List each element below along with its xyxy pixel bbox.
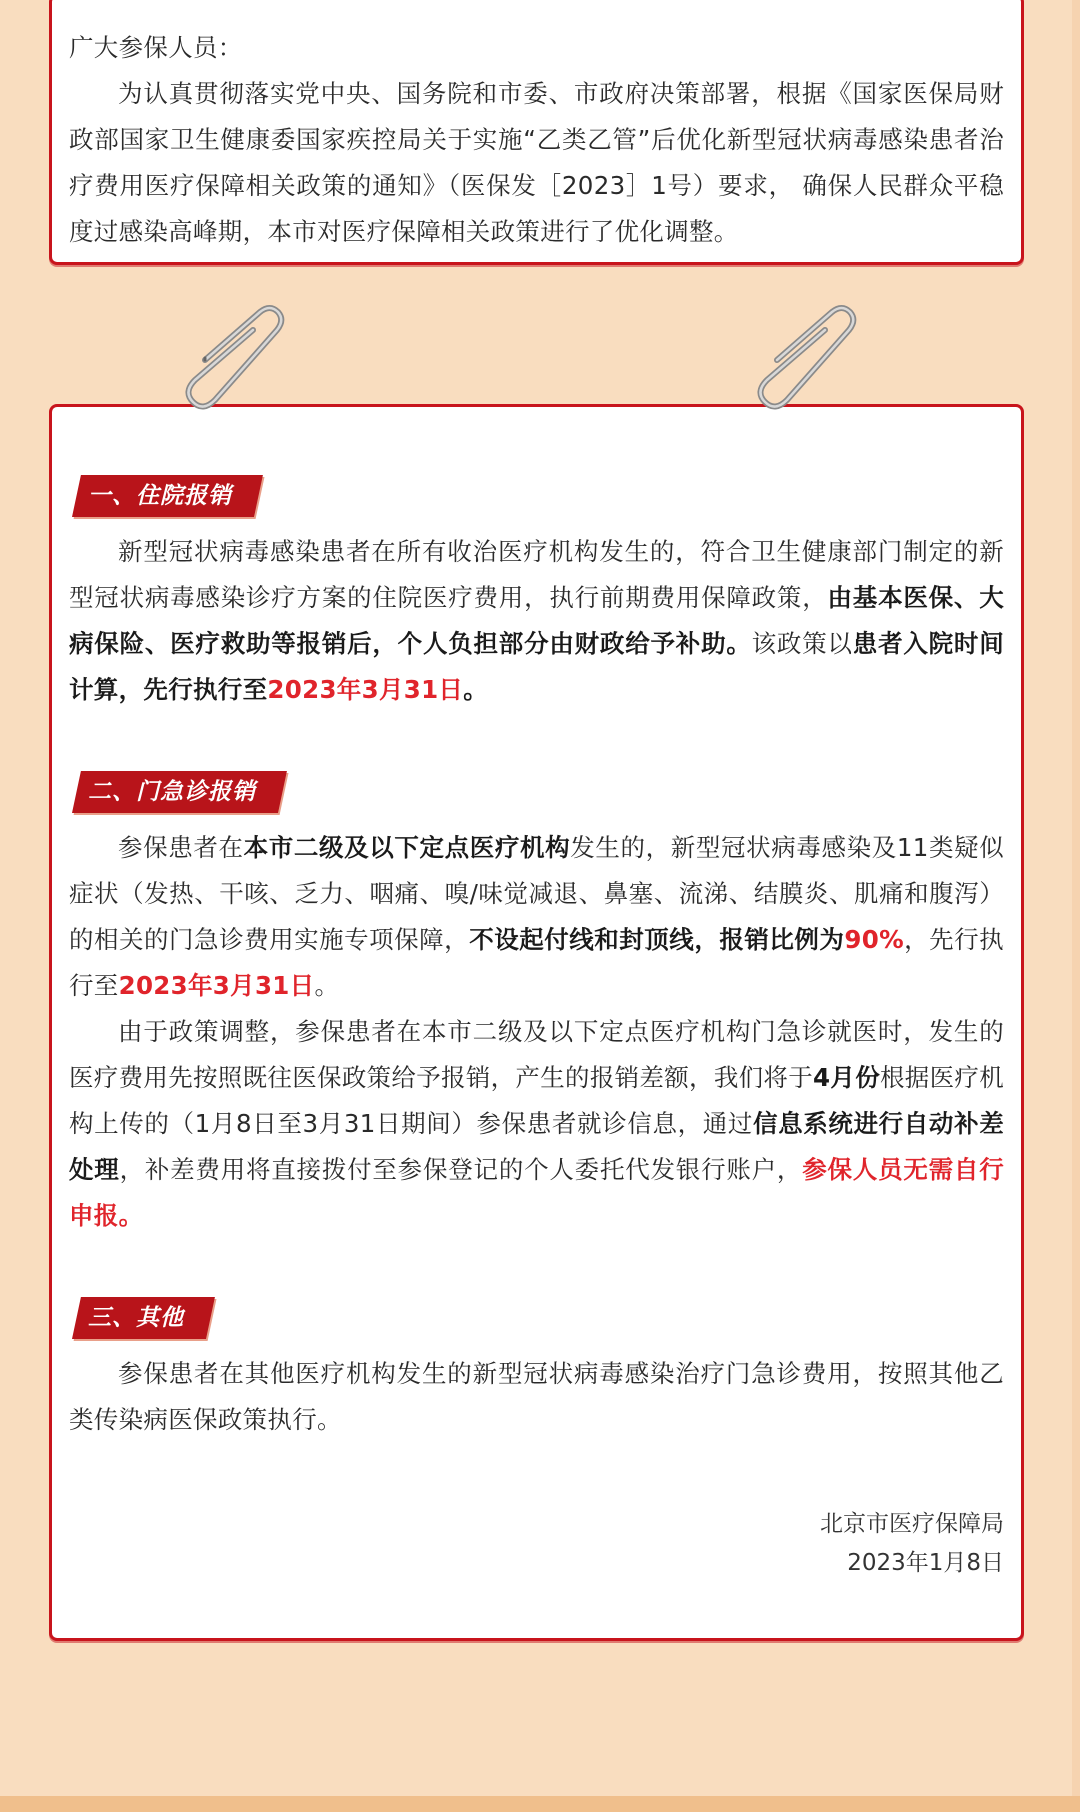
- section-header-inpatient: [72, 475, 254, 517]
- deadline-date: 2023年3月31日: [118, 971, 315, 1000]
- greeting: 广大参保人员：: [69, 33, 243, 62]
- reimbursement-rate: 90%: [844, 925, 904, 954]
- other-paragraph: 参保患者在其他医疗机构发生的新型冠状病毒感染治疗门急诊费用，按照其他乙类传染病医保政策执行。: [69, 1359, 1004, 1434]
- section-title: 二、门急诊报销: [88, 779, 256, 805]
- paperclip-icon: [175, 300, 315, 430]
- outpatient-paragraph-1: 参保患者在本市二级及以下定点医疗机构发生的，新型冠状病毒感染及11类疑似症状（发热、干咳、乏力、咽痛、嗅/味觉减退、鼻塞、流涕、结膜炎、肌痛和腹泻）的相关的门急诊费用实施专项保障，不设起付线和封顶线，报销比例为90%，先行执行至2023年3月31日。: [69, 833, 1005, 1000]
- policy-card: [49, 404, 1024, 1641]
- intro-card: [49, 0, 1024, 265]
- deadline-date: 2023年3月31日: [267, 675, 464, 704]
- paperclip-icon: [747, 300, 887, 430]
- page-edge: [1072, 0, 1080, 1812]
- intro-paragraph: 为认真贯彻落实党中央、国务院和市委、市政府决策部署，根据《国家医保局财政部国家卫生健康委国家疾控局关于实施“乙类乙管”后优化新型冠状病毒感染患者治疗费用医疗保障相关政策的通知》（医保发［2023］1号）要求， 确保人民群众平稳度过感染高峰期，本市对医疗保障相关政策进行了优化调整。: [69, 79, 1004, 246]
- outpatient-paragraph-2: 由于政策调整，参保患者在本市二级及以下定点医疗机构门急诊就医时，发生的医疗费用先按照既往医保政策给予报销，产生的报销差额，我们将于4月份根据医疗机构上传的（1月8日至3月31日期间）参保患者就诊信息，通过信息系统进行自动补差处理，补差费用将直接拨付至参保登记的个人委托代发银行账户，参保人员无需自行申报。: [69, 1017, 1005, 1230]
- inpatient-paragraph: 新型冠状病毒感染患者在所有收治医疗机构发生的，符合卫生健康部门制定的新型冠状病毒感染诊疗方案的住院医疗费用，执行前期费用保障政策，由基本医保、大病保险、医疗救助等报销后，个人负担部分由财政给予补助。该政策以患者入院时间计算，先行执行至2023年3月31日。: [69, 537, 1004, 704]
- signature-issuer: 北京市医疗保障局: [820, 1511, 1004, 1537]
- signature-date: 2023年1月8日: [847, 1550, 1004, 1576]
- section-title: 三、其他: [88, 1305, 184, 1331]
- section-header-other: [72, 1297, 206, 1339]
- section-title: 一、住院报销: [88, 483, 232, 509]
- no-self-report-note: 参保人员无需自行申报。: [69, 1155, 1004, 1230]
- bottom-band: [0, 1796, 1080, 1812]
- section-header-outpatient: [72, 771, 278, 813]
